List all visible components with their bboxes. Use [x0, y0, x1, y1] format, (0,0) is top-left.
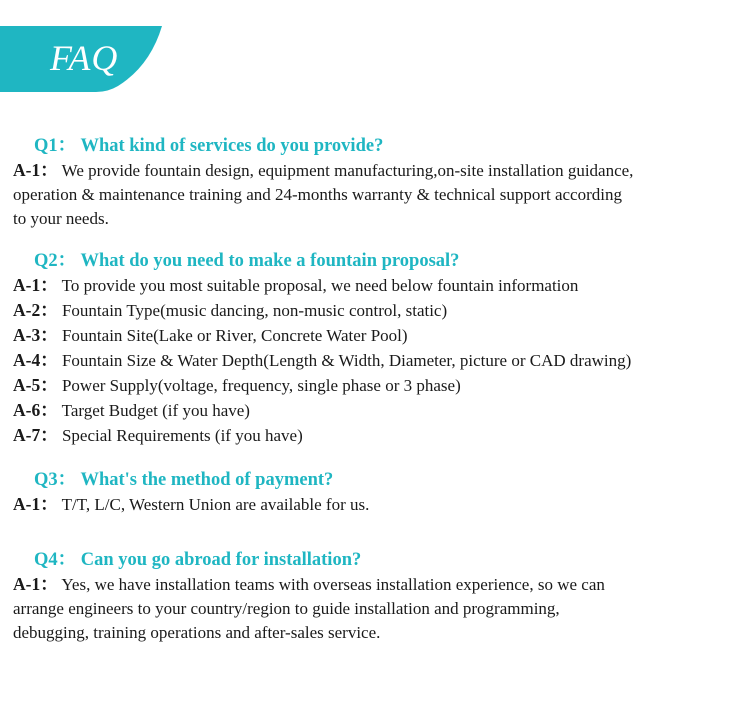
question-number: Q1：	[34, 136, 77, 156]
answer-text: Special Requirements (if you have)	[61, 426, 303, 445]
question-number: Q4：	[34, 550, 77, 570]
faq-item-1	[13, 134, 743, 231]
faq-item-4	[13, 548, 743, 645]
answer-2-5	[13, 373, 743, 398]
answer-2-6	[13, 398, 743, 423]
answer-number: A-6：	[13, 400, 58, 420]
answer-number: A-1：	[13, 494, 58, 514]
answer-text-line: Yes, we have installation teams with overseas installation experience, so we can	[61, 575, 605, 594]
answer-number: A-4：	[13, 350, 58, 370]
answer-1-1-line-3: to your needs.	[13, 209, 109, 228]
answer-number: A-2：	[13, 300, 58, 320]
answer-number: A-7：	[13, 425, 58, 445]
question-text: What kind of services do you provide?	[80, 136, 384, 156]
question-text: Can you go abroad for installation?	[80, 550, 362, 570]
question-2	[13, 249, 743, 273]
answer-text: Fountain Site(Lake or River, Concrete Water Pool)	[61, 326, 408, 345]
answer-4-1-line-3: debugging, training operations and after-sales service.	[13, 623, 381, 642]
faq-item-2	[13, 249, 743, 448]
question-3	[13, 468, 743, 492]
answer-1-1	[13, 158, 743, 183]
answer-number: A-5：	[13, 375, 58, 395]
answer-3-1	[13, 492, 743, 517]
answer-text: T/T, L/C, Western Union are available for us.	[61, 495, 370, 514]
answer-2-2	[13, 298, 743, 323]
answer-2-7	[13, 423, 743, 448]
answer-number: A-1：	[13, 160, 58, 180]
answer-1-1-line-2: operation & maintenance training and 24-months warranty & technical support according	[13, 185, 622, 204]
answer-text: Fountain Type(music dancing, non-music control, static)	[61, 301, 448, 320]
answer-2-4	[13, 348, 743, 373]
answer-text: Power Supply(voltage, frequency, single phase or 3 phase)	[61, 376, 461, 395]
answer-number: A-1：	[13, 574, 58, 594]
faq-item-3	[13, 468, 743, 517]
answer-text: To provide you most suitable proposal, we need below fountain information	[61, 276, 579, 295]
answer-4-1	[13, 572, 743, 597]
answer-2-3	[13, 323, 743, 348]
question-text: What do you need to make a fountain proposal?	[80, 251, 460, 271]
question-1	[13, 134, 743, 158]
answer-number: A-1：	[13, 275, 58, 295]
question-text: What's the method of payment?	[80, 470, 334, 490]
answer-text-line: We provide fountain design, equipment manufacturing,on-site installation guidance,	[61, 161, 634, 180]
question-4	[13, 548, 743, 572]
answer-text: Fountain Size & Water Depth(Length & Width, Diameter, picture or CAD drawing)	[61, 351, 632, 370]
answer-number: A-3：	[13, 325, 58, 345]
question-number: Q2：	[34, 251, 77, 271]
question-number: Q3：	[34, 470, 77, 490]
faq-title: FAQ	[50, 38, 119, 78]
answer-4-1-line-2: arrange engineers to your country/region to guide installation and programming,	[13, 599, 560, 618]
answer-text: Target Budget (if you have)	[61, 401, 250, 420]
answer-2-1	[13, 273, 743, 298]
